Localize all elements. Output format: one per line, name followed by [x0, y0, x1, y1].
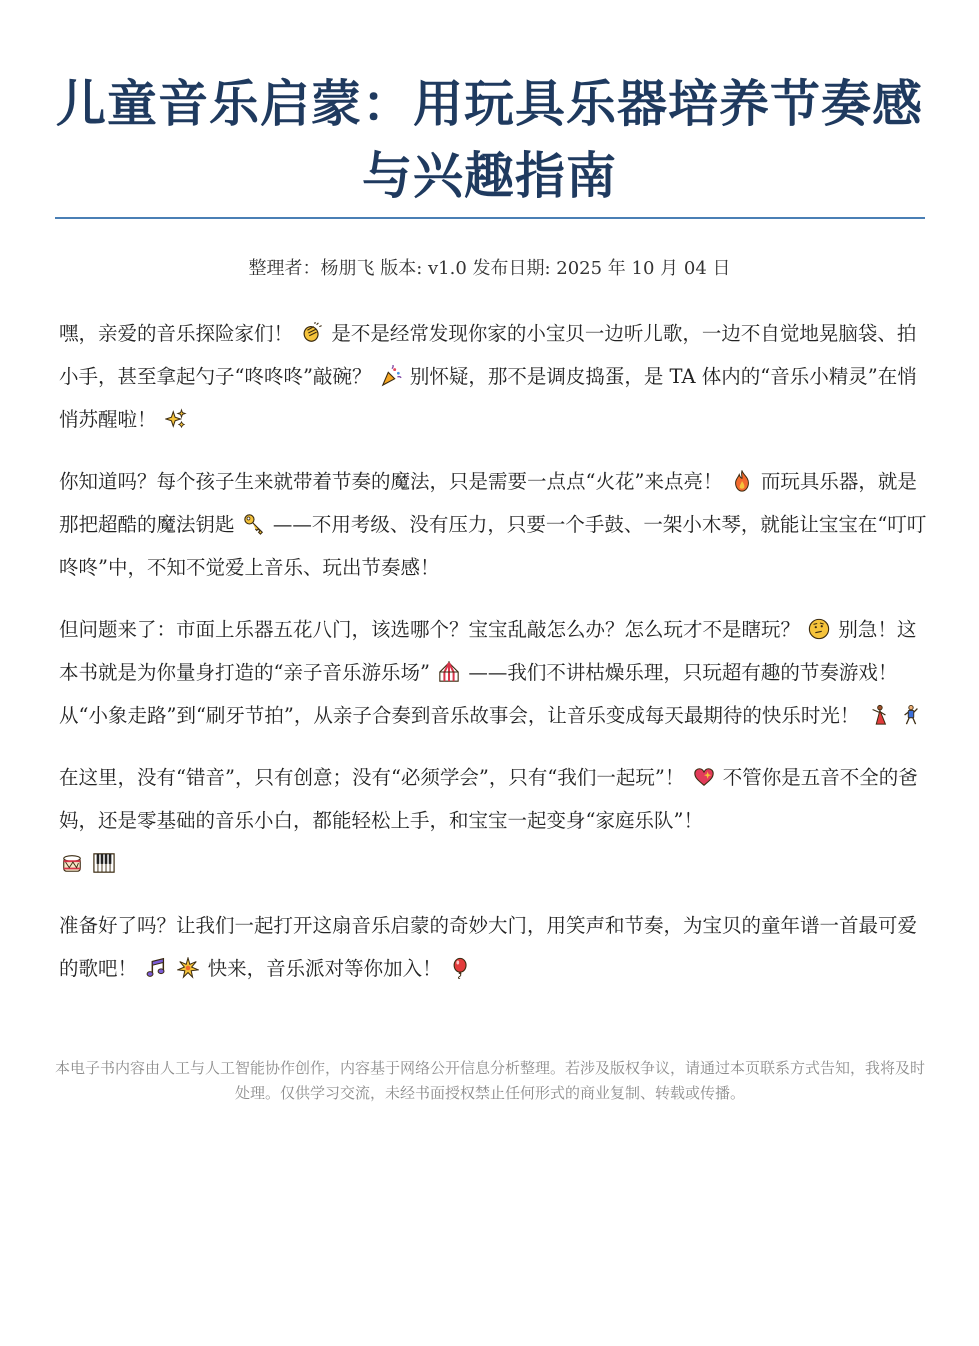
balloon-icon: [450, 957, 472, 979]
party-popper-icon: [380, 365, 402, 387]
music-notes-icon: [145, 957, 167, 979]
paragraph-text: 别怀疑，那不是调皮捣蛋，是 TA 体内的“音乐小精灵”在悄悄苏醒啦！: [59, 365, 917, 431]
paragraph-4: [59, 756, 929, 885]
paragraph-text: 嘿，亲爱的音乐探险家们！: [59, 322, 294, 345]
drum-icon: [61, 852, 83, 874]
paragraph-text: 而玩具乐器，就是那把超酷的魔法钥匙: [59, 470, 917, 536]
paragraph-2: [59, 460, 929, 589]
paragraph-text: 准备好了吗？让我们一起打开这扇音乐启蒙的奇妙大门，用笑声和节奏，为宝贝的童年谱一首最可爱的歌吧！: [59, 914, 918, 980]
thinking-face-icon: [808, 618, 830, 640]
paragraph-text: 你知道吗？每个孩子生来就带着节奏的魔法，只是需要一点点“火花”来点亮！: [59, 470, 723, 493]
title-divider: [55, 217, 925, 219]
paragraph-3: [59, 608, 929, 737]
sparkles-icon: [165, 408, 187, 430]
paragraph-text: 不管你是五音不全的爸妈，还是零基础的音乐小白，都能轻松上手，和宝宝一起变身“家庭乐队”！: [59, 766, 918, 832]
paragraph-text: 别急！这本书就是为你量身打造的“亲子音乐游乐场”: [59, 618, 917, 684]
clapping-hands-icon: [301, 322, 323, 344]
paragraph-text: 快来，音乐派对等你加入！: [207, 957, 442, 980]
dancer-icon: [868, 704, 890, 726]
body-text: [59, 312, 929, 1009]
piano-keys-icon: [93, 852, 115, 874]
paragraph-1: [59, 312, 929, 441]
key-icon: [243, 513, 265, 535]
circus-tent-icon: [438, 661, 460, 683]
dancing-man-icon: [900, 704, 922, 726]
fire-icon: [731, 470, 753, 492]
paragraph-text: 在这里，没有“错音”，只有创意；没有“必须学会”，只有“我们一起玩”！: [59, 766, 685, 789]
paragraph-text: 但问题来了：市面上乐器五花八门，该选哪个？宝宝乱敲怎么办？怎么玩才不是瞎玩？: [59, 618, 801, 641]
page-title: 儿童音乐启蒙：用玩具乐器培养节奏感与兴趣指南: [56, 75, 923, 205]
copyright-notice: 本电子书内容由人工与人工智能协作创作，内容基于网络公开信息分析整理。若涉及版权争议，请通过本页联系方式告知，我将及时处理。仅供学习交流，未经书面授权禁止任何形式的商业复制、转载或传播。: [55, 1059, 926, 1102]
paragraph-text: ——不用考级、没有压力，只要一个手鼓、一架小木琴，就能让宝宝在“叮叮咚咚”中，不知不觉爱上音乐、玩出节奏感！: [59, 513, 927, 579]
star-burst-icon: [177, 957, 199, 979]
paragraph-text: 是不是经常发现你家的小宝贝一边听儿歌，一边不自觉地晃脑袋、拍小手，甚至拿起勺子“咚咚咚”敲碗？: [59, 322, 917, 388]
paragraph-5: [59, 904, 929, 990]
sparkling-heart-icon: [693, 766, 715, 788]
paragraph-text: ——我们不讲枯燥乐理，只玩超有趣的节奏游戏！从“小象走路”到“刷牙节拍”，从亲子合奏到音乐故事会，让音乐变成每天最期待的快乐时光！: [59, 661, 898, 727]
document-meta: 整理者：杨朋飞 版本: v1.0 发布日期: 2025 年 10 月 04 日: [248, 258, 731, 279]
